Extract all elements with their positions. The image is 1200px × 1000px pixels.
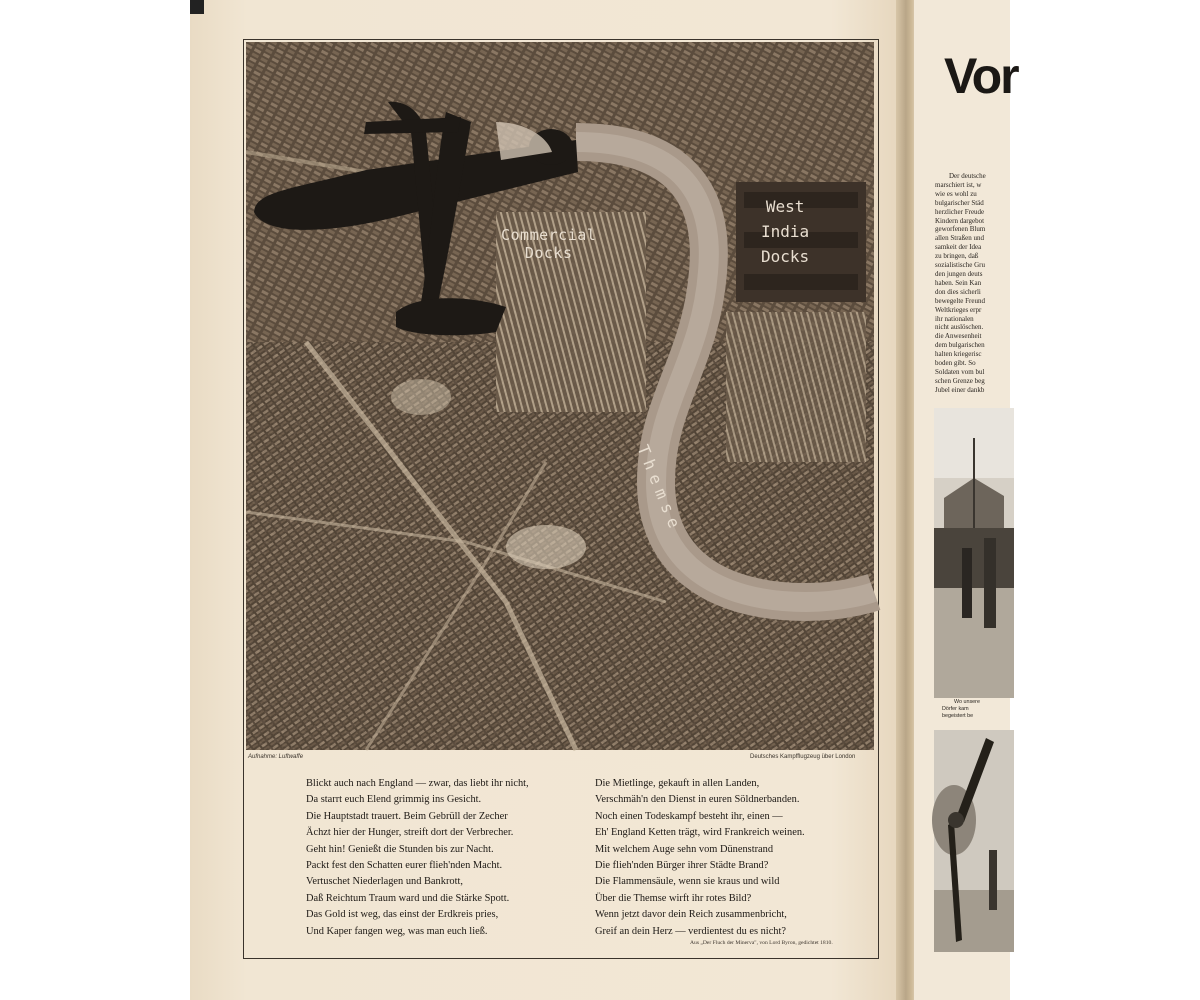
poem-line: Geht hin! Genießt die Stunden bis zur Nacht. [306, 843, 494, 855]
body-line: boden gibt. So [935, 359, 976, 368]
label-thames: Themse [633, 442, 687, 537]
label-docks-2: Docks [761, 247, 810, 266]
propeller-photo [934, 730, 1014, 952]
body-line: samkeit der Idea [935, 243, 982, 252]
poem-line: Die Flammensäule, wenn sie kraus und wild [595, 876, 780, 888]
photo-caption-village [942, 699, 980, 720]
poem-line: Über die Themse wirft ihr rotes Bild? [595, 892, 752, 904]
body-line: zu bringen, daß [935, 252, 979, 261]
body-line: wie es wohl zu [935, 189, 977, 198]
poem-line: Die Mietlinge, gekauft in allen Landen, [595, 778, 760, 789]
aerial-photo [246, 42, 874, 750]
caption-line: begeistert be [942, 713, 974, 719]
poem-line: Mit welchem Auge sehn vom Dünenstrand [595, 843, 774, 855]
poem-line: Greif an dein Herz — verdientest du es nicht? [595, 925, 786, 937]
poem-column-right [595, 776, 805, 940]
photo-caption: Deutsches Kampfflugzeug über London [750, 754, 856, 760]
magazine-spread [190, 0, 1018, 1000]
body-line: dem bulgarischen [935, 341, 985, 350]
body-line: don dies sicherli [935, 287, 981, 296]
body-line: ihr nationalen [935, 314, 974, 323]
caption-line: Wo unsere [954, 699, 980, 705]
body-line: den jungen deuts [935, 269, 983, 278]
body-line: halten kriegerisc [935, 350, 982, 359]
village-photo [934, 408, 1014, 698]
body-line: Weltkrieges erpr [935, 305, 982, 314]
body-line: bewegelte Freund [935, 296, 985, 305]
label-west: West [765, 197, 805, 216]
poem-line: Wenn jetzt davor dein Reich zusammenbricht, [595, 909, 787, 921]
photo-credit: Aufnahme: Luftwaffe [248, 754, 304, 760]
body-line: sozialistische Gru [935, 261, 985, 270]
body-line: haben. Sein Kan [935, 278, 982, 287]
right-page [914, 0, 1018, 1000]
body-line: marschiert ist, w [935, 180, 982, 189]
article-body [935, 172, 986, 395]
poem-line: Packt fest den Schatten eurer flieh'nden Macht. [306, 860, 503, 872]
body-line: bulgarischer Städ [935, 198, 984, 207]
poem-line: Verschmäh'n den Dienst in euren Söldnerbanden. [595, 794, 800, 806]
body-line: Kindern dargebot [935, 216, 985, 225]
poem-line: Das Gold ist weg, das einst der Erdkreis pries, [306, 909, 499, 921]
poem-line: Vertuschet Niederlagen und Bankrott, [306, 876, 463, 888]
body-line: schen Grenze beg [935, 376, 985, 385]
poem-line: Die flieh'nden Bürger ihrer Städte Brand? [595, 860, 769, 872]
poem-line: Noch einen Todeskampf besteht ihr, einen — [595, 810, 783, 822]
label-west-india-docks [761, 194, 809, 269]
poem-line: Blickt auch nach England — zwar, das liebt ihr nicht, [306, 778, 529, 789]
body-line: allen Straßen und [935, 234, 984, 243]
label-commercial-docks [501, 226, 596, 262]
body-line: Jubel einer dankb [935, 385, 985, 394]
body-line: Soldaten vom bul [935, 367, 985, 376]
body-line: Der deutsche [949, 172, 986, 180]
poem-line: Die Hauptstadt trauert. Beim Gebrüll der Zecher [306, 810, 508, 822]
scan-corner [190, 0, 204, 14]
body-line: nicht auslöschen. [935, 323, 984, 332]
headline: Vor [944, 48, 1018, 104]
poem-line: Ächzt hier der Hunger, streift dort der Verbrecher. [306, 827, 514, 839]
caption-line: Dörfer kam [942, 706, 969, 712]
body-line: geworfenen Blum [935, 225, 986, 234]
body-line: herzlicher Freude [935, 207, 985, 216]
poem-line: Daß Reichtum Traum ward und die Stärke Spott. [306, 892, 510, 904]
poem-line: Eh' England Ketten trägt, wird Frankreich weinen. [595, 827, 805, 839]
label-commercial: Commercial [501, 226, 597, 244]
label-india: India [761, 222, 810, 241]
body-line: die Anwesenheit [935, 332, 982, 341]
poem-line: Da starrt euch Elend grimmig ins Gesicht. [306, 794, 482, 806]
poem-source: Aus „Der Fluch der Minerva", von Lord Byron, gedichtet 1810. [690, 940, 833, 946]
poem-line: Und Kaper fangen weg, was man euch ließ. [306, 925, 488, 937]
label-docks-1: Docks [524, 244, 573, 262]
poem-column-left [306, 776, 529, 940]
